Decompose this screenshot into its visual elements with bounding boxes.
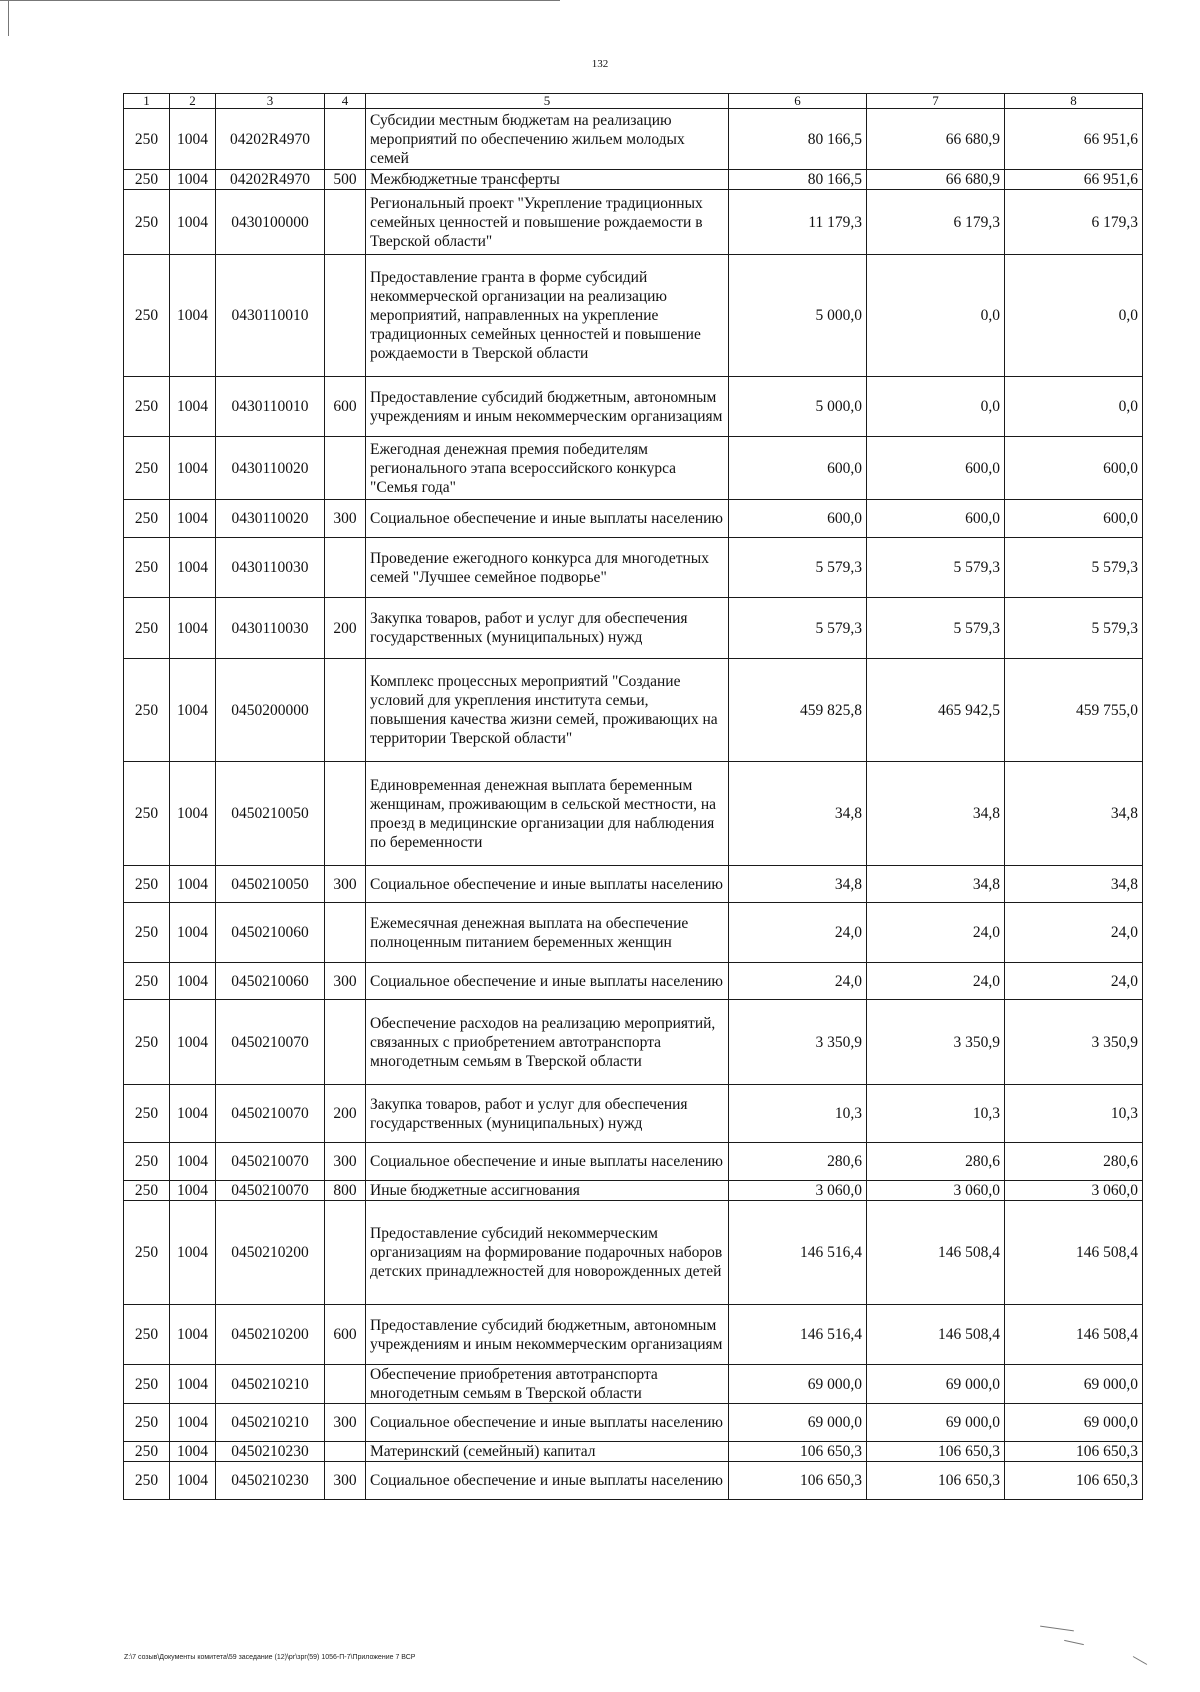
cell-col4 (325, 1365, 366, 1404)
cell-amount-col7: 146 508,4 (867, 1305, 1005, 1365)
cell-col2: 1004 (170, 1181, 216, 1201)
cell-col2: 1004 (170, 903, 216, 963)
cell-col4: 500 (325, 170, 366, 190)
cell-amount-col7: 66 680,9 (867, 170, 1005, 190)
cell-description: Иные бюджетные ассигнования (366, 1181, 729, 1201)
cell-code: 0450210060 (216, 903, 325, 963)
cell-amount-col8: 69 000,0 (1005, 1404, 1143, 1442)
cell-amount-col8: 24,0 (1005, 963, 1143, 1000)
cell-col2: 1004 (170, 500, 216, 538)
cell-col4: 300 (325, 866, 366, 903)
cell-amount-col6: 5 000,0 (729, 255, 867, 377)
cell-col4 (325, 109, 366, 170)
cell-amount-col6: 11 179,3 (729, 190, 867, 255)
cell-amount-col8: 459 755,0 (1005, 659, 1143, 762)
table-row (124, 1305, 1143, 1365)
cell-col4 (325, 538, 366, 598)
cell-code: 0450210200 (216, 1305, 325, 1365)
cell-amount-col7: 465 942,5 (867, 659, 1005, 762)
cell-col1: 250 (124, 659, 170, 762)
cell-description: Субсидии местным бюджетам на реализацию мероприятий по обеспечению жильем молодых семей (366, 109, 729, 170)
cell-amount-col6: 5 579,3 (729, 538, 867, 598)
cell-amount-col6: 80 166,5 (729, 109, 867, 170)
cell-amount-col7: 3 060,0 (867, 1181, 1005, 1201)
cell-amount-col8: 66 951,6 (1005, 109, 1143, 170)
scan-mark (1064, 1640, 1084, 1645)
cell-amount-col6: 3 060,0 (729, 1181, 867, 1201)
cell-col2: 1004 (170, 1305, 216, 1365)
table-row (124, 377, 1143, 437)
cell-amount-col6: 146 516,4 (729, 1305, 867, 1365)
cell-description: Социальное обеспечение и иные выплаты населению (366, 866, 729, 903)
cell-amount-col6: 69 000,0 (729, 1365, 867, 1404)
table-row (124, 190, 1143, 255)
cell-amount-col7: 5 579,3 (867, 598, 1005, 659)
cell-col4: 300 (325, 1462, 366, 1500)
cell-amount-col8: 6 179,3 (1005, 190, 1143, 255)
cell-col4: 200 (325, 1085, 366, 1143)
cell-col4: 300 (325, 1404, 366, 1442)
cell-description: Ежемесячная денежная выплата на обеспечение полноценным питанием беременных женщин (366, 903, 729, 963)
cell-amount-col6: 34,8 (729, 866, 867, 903)
cell-col4: 300 (325, 1143, 366, 1181)
table-row (124, 109, 1143, 170)
cell-description: Предоставление субсидий бюджетным, автономным учреждениям и иным некоммерческим организациям (366, 377, 729, 437)
cell-col1: 250 (124, 437, 170, 500)
cell-col1: 250 (124, 1085, 170, 1143)
cell-col4 (325, 762, 366, 866)
table-row (124, 1365, 1143, 1404)
cell-amount-col8: 0,0 (1005, 255, 1143, 377)
cell-amount-col6: 5 000,0 (729, 377, 867, 437)
cell-amount-col7: 0,0 (867, 255, 1005, 377)
cell-col4 (325, 1442, 366, 1462)
cell-col1: 250 (124, 190, 170, 255)
cell-description: Социальное обеспечение и иные выплаты населению (366, 1462, 729, 1500)
cell-col4: 300 (325, 963, 366, 1000)
table-row (124, 1085, 1143, 1143)
cell-code: 0430110010 (216, 377, 325, 437)
scan-mark (1040, 1626, 1074, 1632)
cell-description: Социальное обеспечение и иные выплаты населению (366, 963, 729, 1000)
cell-col4 (325, 659, 366, 762)
cell-amount-col6: 146 516,4 (729, 1201, 867, 1305)
cell-col2: 1004 (170, 255, 216, 377)
cell-amount-col8: 280,6 (1005, 1143, 1143, 1181)
cell-code: 04202R4970 (216, 109, 325, 170)
cell-amount-col7: 106 650,3 (867, 1442, 1005, 1462)
cell-amount-col8: 3 350,9 (1005, 1000, 1143, 1085)
cell-col4 (325, 190, 366, 255)
table-row (124, 598, 1143, 659)
cell-col2: 1004 (170, 866, 216, 903)
cell-amount-col7: 6 179,3 (867, 190, 1005, 255)
cell-amount-col7: 5 579,3 (867, 538, 1005, 598)
cell-code: 0430110030 (216, 538, 325, 598)
cell-col1: 250 (124, 1462, 170, 1500)
table-row (124, 1000, 1143, 1085)
cell-col2: 1004 (170, 109, 216, 170)
cell-amount-col6: 34,8 (729, 762, 867, 866)
cell-description: Предоставление субсидий некоммерческим организациям на формирование подарочных наборов детских принадлежностей для новорожденных детей (366, 1201, 729, 1305)
cell-amount-col8: 5 579,3 (1005, 538, 1143, 598)
cell-amount-col8: 106 650,3 (1005, 1462, 1143, 1500)
cell-col1: 250 (124, 1365, 170, 1404)
cell-col2: 1004 (170, 598, 216, 659)
cell-amount-col8: 3 060,0 (1005, 1181, 1143, 1201)
cell-col1: 250 (124, 109, 170, 170)
cell-col1: 250 (124, 1305, 170, 1365)
cell-amount-col6: 280,6 (729, 1143, 867, 1181)
cell-amount-col8: 0,0 (1005, 377, 1143, 437)
cell-description: Проведение ежегодного конкурса для многодетных семей "Лучшее семейное подворье" (366, 538, 729, 598)
cell-amount-col7: 106 650,3 (867, 1462, 1005, 1500)
cell-amount-col7: 24,0 (867, 903, 1005, 963)
cell-col1: 250 (124, 1181, 170, 1201)
cell-code: 0450210230 (216, 1442, 325, 1462)
cell-amount-col8: 34,8 (1005, 762, 1143, 866)
page-number: 132 (591, 58, 609, 70)
cell-col2: 1004 (170, 1085, 216, 1143)
cell-amount-col8: 106 650,3 (1005, 1442, 1143, 1462)
cell-code: 0450200000 (216, 659, 325, 762)
column-header: 6 (729, 94, 867, 109)
cell-col4 (325, 255, 366, 377)
cell-code: 0450210070 (216, 1181, 325, 1201)
cell-description: Обеспечение приобретения автотранспорта многодетным семьям в Тверской области (366, 1365, 729, 1404)
cell-col2: 1004 (170, 437, 216, 500)
cell-col2: 1004 (170, 190, 216, 255)
cell-col2: 1004 (170, 170, 216, 190)
cell-col2: 1004 (170, 1000, 216, 1085)
cell-description: Обеспечение расходов на реализацию мероприятий, связанных с приобретением автотранспорта многодетным семьям в Тверской области (366, 1000, 729, 1085)
cell-col2: 1004 (170, 538, 216, 598)
table-row (124, 500, 1143, 538)
table-row (124, 866, 1143, 903)
cell-code: 0430110010 (216, 255, 325, 377)
cell-amount-col7: 66 680,9 (867, 109, 1005, 170)
cell-col1: 250 (124, 1404, 170, 1442)
table-row (124, 1462, 1143, 1500)
scan-mark (1133, 1656, 1147, 1665)
cell-col2: 1004 (170, 1404, 216, 1442)
cell-amount-col8: 34,8 (1005, 866, 1143, 903)
cell-amount-col7: 34,8 (867, 866, 1005, 903)
cell-col1: 250 (124, 1442, 170, 1462)
cell-amount-col7: 280,6 (867, 1143, 1005, 1181)
table-row (124, 1201, 1143, 1305)
table-row (124, 170, 1143, 190)
cell-col1: 250 (124, 963, 170, 1000)
cell-code: 0450210070 (216, 1085, 325, 1143)
cell-col4: 600 (325, 377, 366, 437)
cell-col2: 1004 (170, 659, 216, 762)
cell-amount-col6: 3 350,9 (729, 1000, 867, 1085)
cell-amount-col7: 69 000,0 (867, 1365, 1005, 1404)
cell-amount-col6: 10,3 (729, 1085, 867, 1143)
cell-description: Закупка товаров, работ и услуг для обеспечения государственных (муниципальных) нужд (366, 598, 729, 659)
cell-col2: 1004 (170, 1365, 216, 1404)
cell-col2: 1004 (170, 377, 216, 437)
cell-amount-col7: 3 350,9 (867, 1000, 1005, 1085)
table-body (124, 109, 1143, 1500)
cell-col4: 200 (325, 598, 366, 659)
table-row (124, 963, 1143, 1000)
cell-amount-col8: 66 951,6 (1005, 170, 1143, 190)
cell-description: Предоставление субсидий бюджетным, автономным учреждениям и иным некоммерческим организациям (366, 1305, 729, 1365)
cell-col4 (325, 437, 366, 500)
column-header: 8 (1005, 94, 1143, 109)
cell-code: 0450210230 (216, 1462, 325, 1500)
cell-amount-col8: 600,0 (1005, 437, 1143, 500)
file-path-footer: Z:\7 созыв\Документы комитета\59 заседание (12)\рг\зрг(59) 1056-П-7\Приложение 7 ВСР (124, 1654, 416, 1661)
cell-description: Закупка товаров, работ и услуг для обеспечения государственных (муниципальных) нужд (366, 1085, 729, 1143)
cell-col1: 250 (124, 538, 170, 598)
cell-col4: 800 (325, 1181, 366, 1201)
cell-col2: 1004 (170, 1462, 216, 1500)
cell-description: Социальное обеспечение и иные выплаты населению (366, 1404, 729, 1442)
cell-col1: 250 (124, 1201, 170, 1305)
table-row (124, 762, 1143, 866)
cell-code: 0450210050 (216, 866, 325, 903)
cell-code: 0450210060 (216, 963, 325, 1000)
cell-code: 0450210210 (216, 1365, 325, 1404)
cell-amount-col6: 5 579,3 (729, 598, 867, 659)
cell-amount-col6: 24,0 (729, 903, 867, 963)
cell-amount-col8: 24,0 (1005, 903, 1143, 963)
cell-amount-col7: 146 508,4 (867, 1201, 1005, 1305)
cell-col1: 250 (124, 377, 170, 437)
table-row (124, 1181, 1143, 1201)
header-row (124, 94, 1143, 109)
cell-amount-col6: 24,0 (729, 963, 867, 1000)
cell-col1: 250 (124, 903, 170, 963)
cell-amount-col7: 34,8 (867, 762, 1005, 866)
cell-amount-col6: 600,0 (729, 437, 867, 500)
table-row (124, 903, 1143, 963)
cell-amount-col8: 146 508,4 (1005, 1305, 1143, 1365)
cell-description: Социальное обеспечение и иные выплаты населению (366, 1143, 729, 1181)
column-header: 2 (170, 94, 216, 109)
cell-col2: 1004 (170, 762, 216, 866)
table-row (124, 659, 1143, 762)
cell-col2: 1004 (170, 1143, 216, 1181)
cell-col1: 250 (124, 866, 170, 903)
scan-edge-left (8, 0, 9, 36)
cell-col2: 1004 (170, 1201, 216, 1305)
table-row (124, 255, 1143, 377)
cell-code: 0450210070 (216, 1143, 325, 1181)
cell-description: Региональный проект "Укрепление традиционных семейных ценностей и повышение рождаемости в Тверской области" (366, 190, 729, 255)
budget-table (123, 93, 1143, 1500)
cell-amount-col7: 24,0 (867, 963, 1005, 1000)
cell-amount-col8: 5 579,3 (1005, 598, 1143, 659)
cell-amount-col8: 69 000,0 (1005, 1365, 1143, 1404)
table-row (124, 1442, 1143, 1462)
cell-col4 (325, 1000, 366, 1085)
cell-code: 0450210070 (216, 1000, 325, 1085)
cell-amount-col8: 600,0 (1005, 500, 1143, 538)
cell-amount-col7: 600,0 (867, 437, 1005, 500)
cell-description: Материнский (семейный) капитал (366, 1442, 729, 1462)
cell-col2: 1004 (170, 963, 216, 1000)
cell-col4: 600 (325, 1305, 366, 1365)
cell-amount-col8: 146 508,4 (1005, 1201, 1143, 1305)
cell-description: Межбюджетные трансферты (366, 170, 729, 190)
cell-col1: 250 (124, 170, 170, 190)
column-header: 1 (124, 94, 170, 109)
cell-code: 0450210200 (216, 1201, 325, 1305)
cell-amount-col6: 80 166,5 (729, 170, 867, 190)
cell-col1: 250 (124, 500, 170, 538)
cell-col2: 1004 (170, 1442, 216, 1462)
table-row (124, 538, 1143, 598)
cell-amount-col6: 459 825,8 (729, 659, 867, 762)
cell-code: 0430100000 (216, 190, 325, 255)
cell-amount-col6: 106 650,3 (729, 1442, 867, 1462)
cell-amount-col6: 106 650,3 (729, 1462, 867, 1500)
cell-code: 0430110020 (216, 500, 325, 538)
cell-amount-col7: 10,3 (867, 1085, 1005, 1143)
cell-amount-col7: 69 000,0 (867, 1404, 1005, 1442)
cell-col4 (325, 1201, 366, 1305)
cell-col1: 250 (124, 1000, 170, 1085)
cell-description: Единовременная денежная выплата беременным женщинам, проживающим в сельской местности, на проезд в медицинские организации для наблюдения по беременности (366, 762, 729, 866)
cell-amount-col7: 600,0 (867, 500, 1005, 538)
cell-description: Комплекс процессных мероприятий "Создание условий для укрепления института семьи, повышения качества жизни семей, проживающих на территории Тверской области" (366, 659, 729, 762)
cell-code: 0450210210 (216, 1404, 325, 1442)
cell-code: 04202R4970 (216, 170, 325, 190)
table-row (124, 437, 1143, 500)
cell-amount-col6: 69 000,0 (729, 1404, 867, 1442)
table-row (124, 1404, 1143, 1442)
column-header: 5 (366, 94, 729, 109)
column-header: 7 (867, 94, 1005, 109)
cell-col1: 250 (124, 762, 170, 866)
table-row (124, 1143, 1143, 1181)
cell-amount-col7: 0,0 (867, 377, 1005, 437)
cell-col4: 300 (325, 500, 366, 538)
cell-code: 0430110030 (216, 598, 325, 659)
cell-description: Ежегодная денежная премия победителям регионального этапа всероссийского конкурса "Семья года" (366, 437, 729, 500)
cell-col1: 250 (124, 1143, 170, 1181)
cell-description: Социальное обеспечение и иные выплаты населению (366, 500, 729, 538)
cell-col4 (325, 903, 366, 963)
cell-code: 0450210050 (216, 762, 325, 866)
cell-col1: 250 (124, 255, 170, 377)
cell-amount-col8: 10,3 (1005, 1085, 1143, 1143)
cell-description: Предоставление гранта в форме субсидий некоммерческой организации на реализацию мероприятий, направленных на укрепление традиционных семейных ценностей и повышение рождаемости в Тверской области (366, 255, 729, 377)
column-header: 3 (216, 94, 325, 109)
scan-edge-top (0, 0, 560, 1)
cell-code: 0430110020 (216, 437, 325, 500)
column-header: 4 (325, 94, 366, 109)
cell-amount-col6: 600,0 (729, 500, 867, 538)
cell-col1: 250 (124, 598, 170, 659)
